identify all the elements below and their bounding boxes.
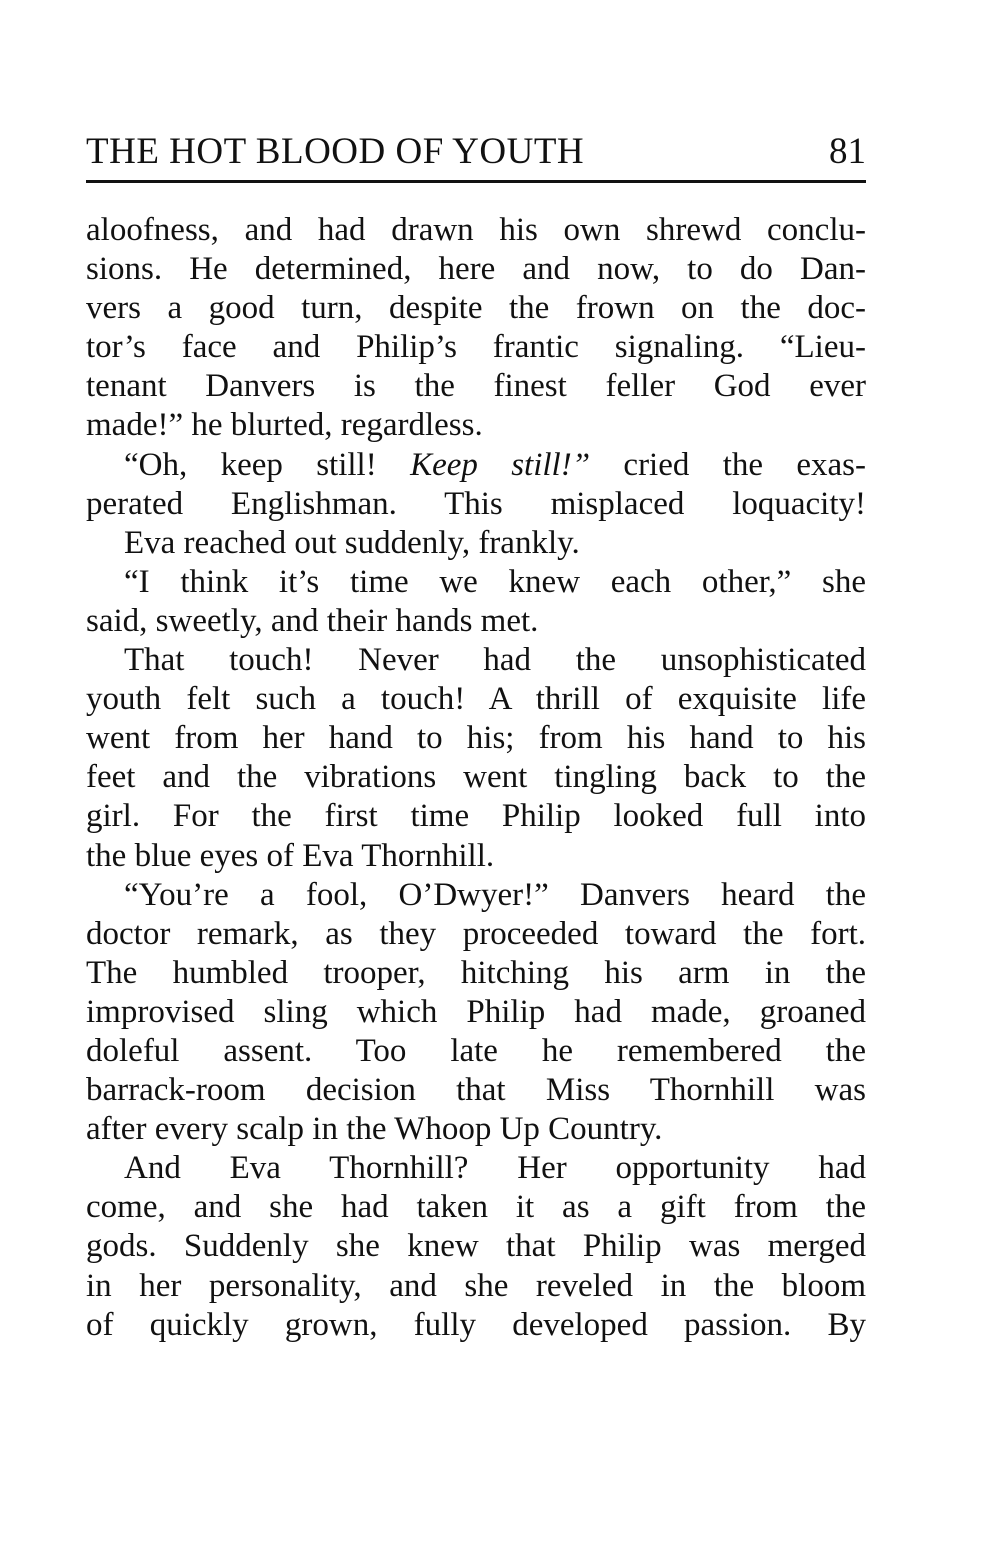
text-line: gods. Suddenly she knew that Philip was merged [86,1228,866,1265]
text-line: girl. For the first time Philip looked full into [86,798,866,835]
text-line: come, and she had taken it as a gift from the [86,1189,866,1226]
text-line: said, sweetly, and their hands met. [86,602,539,639]
text-line: tor’s face and Philip’s frantic signaling. “Lieu- [86,329,866,366]
text-line: after every scalp in the Whoop Up Country. [86,1111,663,1148]
text-line-mixed [86,446,866,485]
text-line: improvised sling which Philip had made, groaned [86,993,866,1030]
running-title: THE HOT BLOOD OF YOUTH [86,131,585,172]
text-line: doleful assent. Too late he remembered the [86,1032,866,1069]
text-line: That touch! Never had the unsophisticated [124,642,866,679]
italic-emphasis: Keep still!” [410,446,591,483]
text-segment: cried the exas- [623,446,866,483]
text-line: barrack-room decision that Miss Thornhill was [86,1072,866,1109]
text-line: the blue eyes of Eva Thornhill. [86,837,495,874]
text-line: in her personality, and she reveled in the bloom [86,1267,866,1304]
page-number: 81 [829,131,866,172]
text-line: “You’re a fool, O’Dwyer!” Danvers heard the [124,876,866,913]
text-line: And Eva Thornhill? Her opportunity had [124,1150,866,1187]
text-line: sions. He determined, here and now, to do Dan- [86,251,866,288]
body-text [86,211,866,1345]
text-segment: “Oh, keep still! [124,446,377,483]
text-line: doctor remark, as they proceeded toward the fort. [86,915,866,952]
text-line: of quickly grown, fully developed passion. By [86,1306,866,1343]
text-line: went from her hand to his; from his hand to his [86,720,866,757]
text-line: perated Englishman. This misplaced loquacity! [86,485,866,522]
text-line: “I think it’s time we knew each other,” she [124,563,866,600]
text-line: youth felt such a touch! A thrill of exquisite life [86,681,866,718]
text-line: tenant Danvers is the finest feller God ever [86,368,866,405]
running-header [86,128,866,176]
text-line: Eva reached out suddenly, frankly. [124,524,580,561]
text-line: The humbled trooper, hitching his arm in the [86,954,866,991]
text-line: feet and the vibrations went tingling back to the [86,759,866,796]
text-line: made!” he blurted, regardless. [86,407,483,444]
text-line: aloofness, and had drawn his own shrewd conclu- [86,212,866,248]
text-line: vers a good turn, despite the frown on the doc- [86,290,866,327]
header-rule [86,180,866,183]
